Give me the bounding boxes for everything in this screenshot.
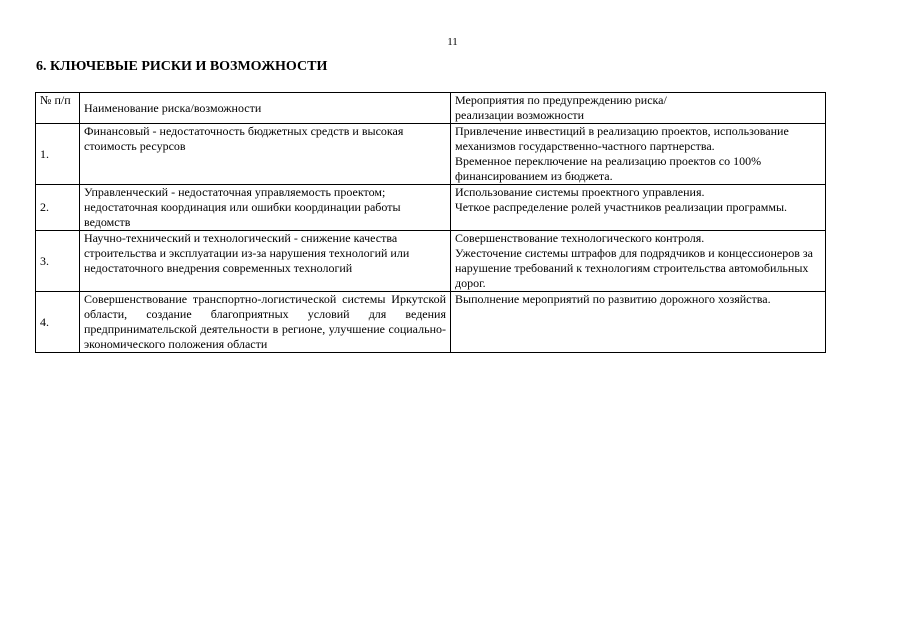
row-number: 2. — [36, 185, 80, 231]
row-number: 1. — [36, 124, 80, 185]
row-number: 3. — [36, 231, 80, 292]
header-risk: Наименование риска/возможности — [80, 93, 451, 124]
action-cell — [451, 124, 826, 185]
action-cell — [451, 185, 826, 231]
risk-cell: Научно-технический и технологический - снижение качества строительства и эксплуатации из-за нарушения технологий или недостаточного внедрения современных технологий — [80, 231, 451, 292]
risk-cell — [80, 124, 451, 185]
table-row — [36, 185, 826, 231]
page-number: 11 — [447, 36, 458, 48]
action-text-1: Использование системы проектного управления. — [455, 185, 705, 199]
row-number: 4. — [36, 292, 80, 353]
table-row — [36, 231, 826, 292]
header-action-line2: реализации возможности — [455, 108, 585, 122]
action-text-2: Ужесточение системы штрафов для подрядчиков и концессионеров за нарушение требований к технологиям строительства автомобильных дорог. — [455, 246, 813, 290]
risk-cell: Совершенствование транспортно-логистической системы Иркутской области, создание благоприятных условий для ведения предпринимательской деятельности в регионе, улучшение социально-экономического положения области — [80, 292, 451, 353]
header-action — [451, 93, 826, 124]
risk-text: Финансовый - недостаточность бюджетных средств и высокая стоимость ресурсов — [84, 124, 404, 153]
table-header-row — [36, 93, 826, 124]
action-text-2: Четкое распределение ролей участников реализации программы. — [455, 200, 788, 214]
action-cell: Выполнение мероприятий по развитию дорожного хозяйства. — [451, 292, 826, 353]
table-row — [36, 124, 826, 185]
risk-table — [35, 92, 826, 353]
header-action-line1: Мероприятия по предупреждению риска/ — [455, 93, 667, 107]
header-num: № п/п — [36, 93, 80, 124]
table-row — [36, 292, 826, 353]
action-text-2: Временное переключение на реализацию проектов со 100% финансированием из бюджета. — [455, 154, 762, 183]
action-text-1: Совершенствование технологического контроля. — [455, 231, 705, 245]
action-text-1: Привлечение инвестиций в реализацию проектов, использование механизмов государственно-частного партнерства. — [455, 124, 789, 153]
section-heading: 6. КЛЮЧЕВЫЕ РИСКИ И ВОЗМОЖНОСТИ — [36, 59, 328, 74]
action-cell — [451, 231, 826, 292]
risk-cell: Управленческий - недостаточная управляемость проектом; недостаточная координация или ошибки координации работы ведомств — [80, 185, 451, 231]
